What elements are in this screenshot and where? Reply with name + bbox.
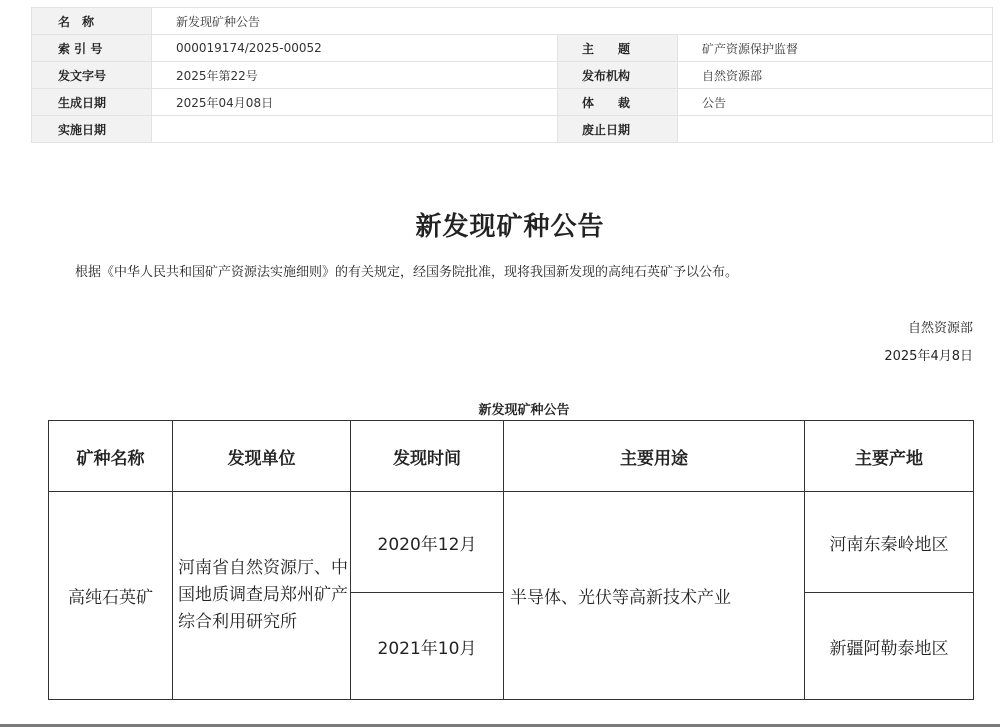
meta-subject-label: 主 题 [558,35,678,62]
cell-origin-1: 河南东秦岭地区 [805,492,974,593]
table-row [49,492,974,593]
header-discovery-time: 发现时间 [351,421,504,492]
meta-created-value: 2025年04月08日 [152,89,558,116]
cell-discovery-unit: 河南省自然资源厅、中国地质调查局郑州矿产综合利用研究所 [173,492,351,700]
document-title: 新发现矿种公告 [415,212,605,242]
header-mineral-name: 矿种名称 [49,421,173,492]
meta-row-docno [32,62,993,89]
cell-mineral-name: 高纯石英矿 [49,492,173,700]
mineral-table [48,420,974,700]
meta-row-created [32,89,993,116]
document-issuer: 自然资源部 [907,321,973,336]
cell-discovery-time-1: 2020年12月 [351,492,504,593]
header-main-origin: 主要产地 [805,421,974,492]
meta-index-value: 000019174/2025-00052 [152,35,558,62]
meta-created-label: 生成日期 [32,89,152,116]
meta-row-name [32,8,993,35]
document-intro: 根据《中华人民共和国矿产资源法实施细则》的有关规定，经国务院批准，现将我国新发现的高纯石英矿予以公布。 [75,265,739,280]
header-discovery-unit: 发现单位 [173,421,351,492]
meta-index-label: 索 引 号 [32,35,152,62]
meta-issuer-value: 自然资源部 [678,62,993,89]
metadata-table [31,7,993,143]
meta-repeal-label: 废止日期 [558,116,678,143]
meta-row-effective [32,116,993,143]
meta-docno-value: 2025年第22号 [152,62,558,89]
meta-effective-value [152,116,558,143]
meta-effective-label: 实施日期 [32,116,152,143]
cell-discovery-time-2: 2021年10月 [351,593,504,700]
meta-repeal-value [678,116,993,143]
meta-name-value: 新发现矿种公告 [152,8,993,35]
cell-main-use: 半导体、光伏等高新技术产业 [504,492,805,700]
meta-genre-value: 公告 [678,89,993,116]
cell-origin-2: 新疆阿勒泰地区 [805,593,974,700]
meta-issuer-label: 发布机构 [558,62,678,89]
table-header-row [49,421,974,492]
meta-docno-label: 发文字号 [32,62,152,89]
meta-subject-value: 矿产资源保护监督 [678,35,993,62]
meta-row-index [32,35,993,62]
header-main-use: 主要用途 [504,421,805,492]
document-date: 2025年4月8日 [884,349,973,364]
table-caption: 新发现矿种公告 [478,403,570,418]
meta-genre-label: 体 裁 [558,89,678,116]
meta-name-label: 名 称 [32,8,152,35]
